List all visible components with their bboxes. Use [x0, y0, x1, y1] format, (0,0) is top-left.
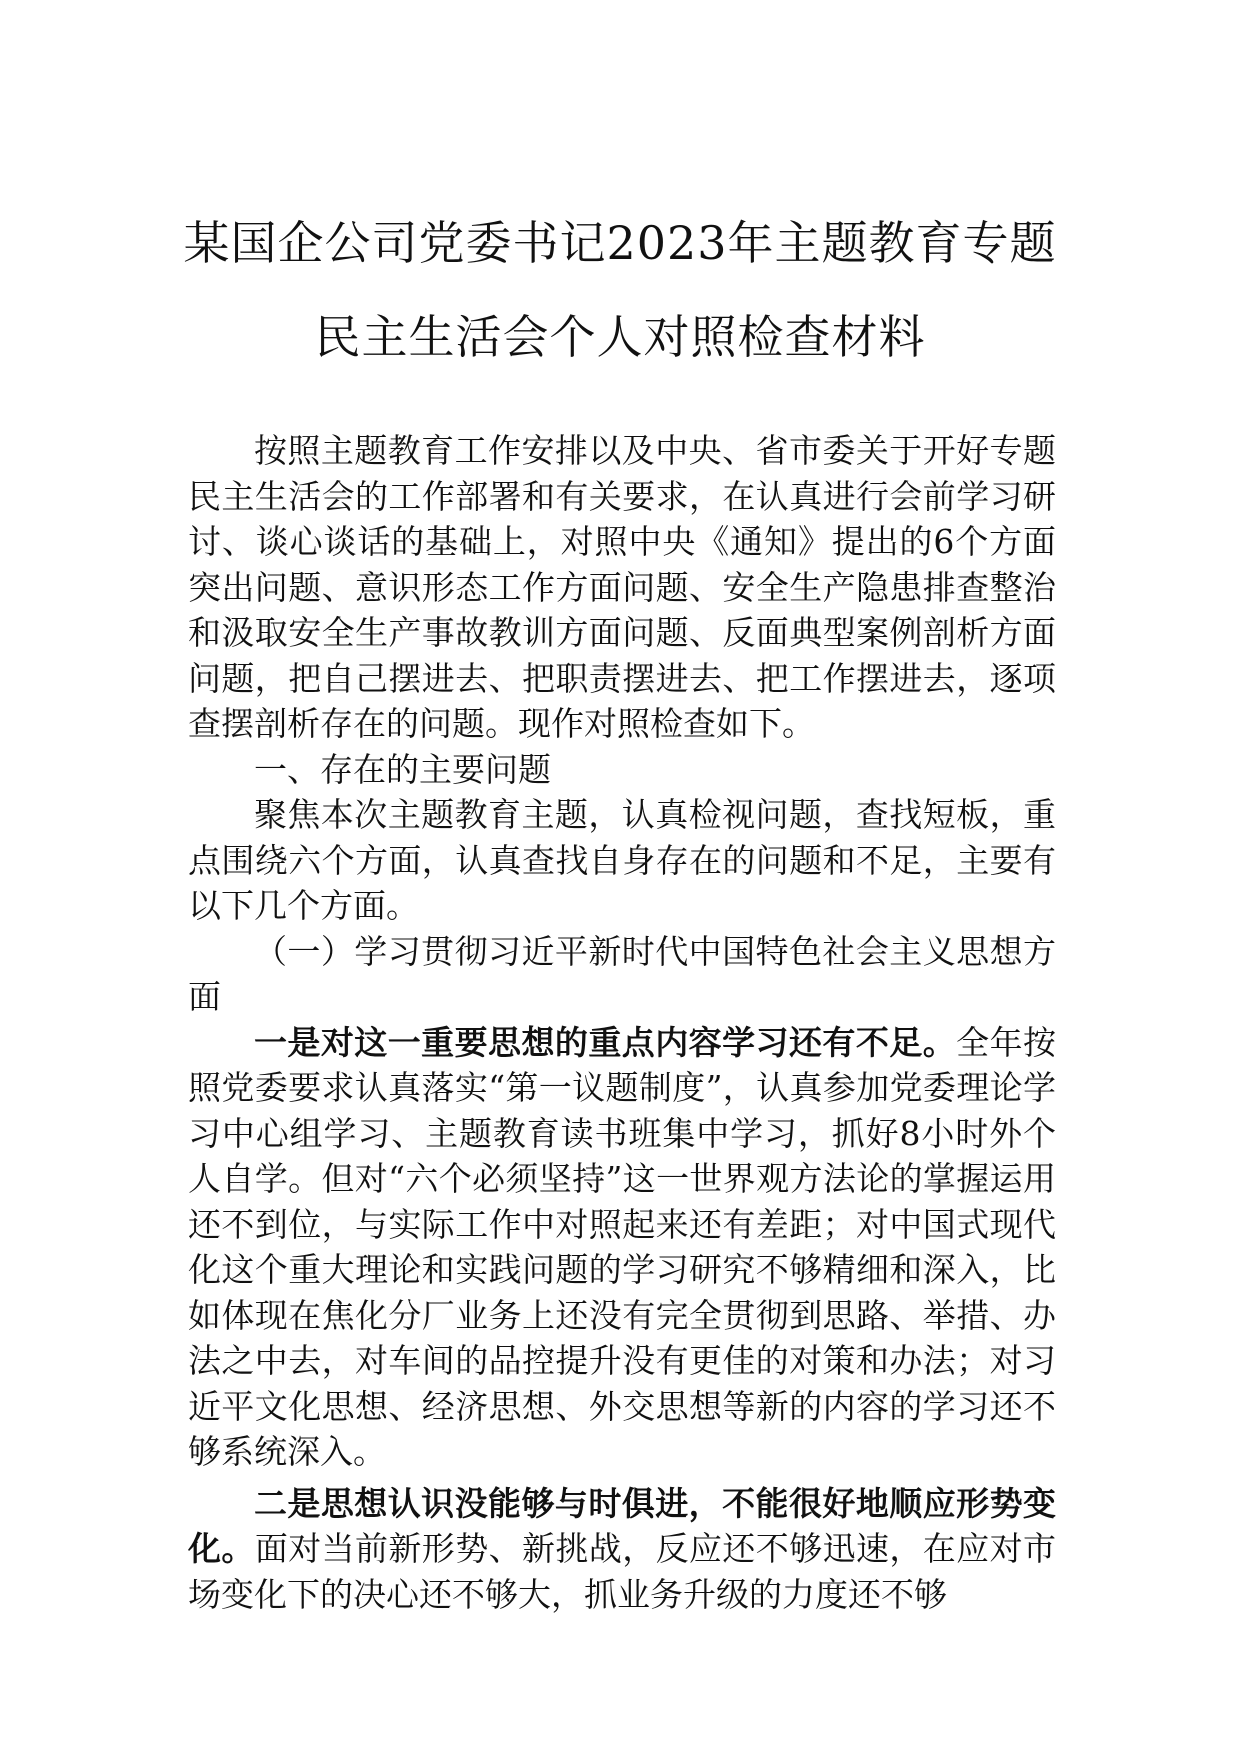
intro-paragraph: 按照主题教育工作安排以及中央、省市委关于开好专题民主生活会的工作部署和有关要求，在认真进行会前学习研讨、谈心谈话的基础上，对照中央《通知》提出的6个方面突出问题、意识形态工作方面问题、安全生产隐患排查整治和汲取安全生产事故教训方面问题、反面典型案例剖析方面问题，把自己摆进去、把职责摆进去、把工作摆进去，逐项查摆剖析存在的问题。现作对照检查如下。	[188, 431, 1056, 743]
section-heading-1: 一、存在的主要问题	[254, 749, 551, 789]
focus-paragraph: 聚焦本次主题教育主题，认真检视问题，查找短板，重点围绕六个方面，认真查找自身存在的问题和不足，主要有以下几个方面。	[188, 795, 1056, 925]
point-2-lead: 二是思想认识没能够与时俱进，不能很好地顺应形势变化。	[188, 1483, 1056, 1568]
point-1-lead: 一是对这一重要思想的重点内容学习还有不足。	[254, 1022, 957, 1062]
document-body	[188, 428, 1056, 1617]
document-title-line-2: 民主生活会个人对照检查材料	[314, 310, 926, 364]
point-2-paragraph	[188, 1481, 1056, 1618]
subsection-heading-1: （一）学习贯彻习近平新时代中国特色社会主义思想方面	[188, 931, 1056, 1016]
point-2-text: 面对当前新形势、新挑战，反应还不够迅速，在应对市场变化下的决心还不够大，抓业务升级的力度还不够	[188, 1529, 1057, 1614]
point-1-paragraph	[188, 1020, 1056, 1475]
point-1-text: 全年按照党委要求认真落实“第一议题制度”，认真参加党委理论学习中心组学习、主题教育读书班集中学习，抓好8小时外个人自学。但对“六个必须坚持”这一世界观方法论的掌握运用还不到位，与实际工作中对照起来还有差距；对中国式现代化这个重大理论和实践问题的学习研究不够精细和深入，比如体现在焦化分厂业务上还没有完全贯彻到思路、举措、办法之中去，对车间的品控提升没有更佳的对策和办法；对习近平文化思想、经济思想、外交思想等新的内容的学习还不够系统深入。	[188, 1022, 1057, 1471]
document-title-line-1: 某国企公司党委书记2023年主题教育专题	[183, 216, 1057, 270]
